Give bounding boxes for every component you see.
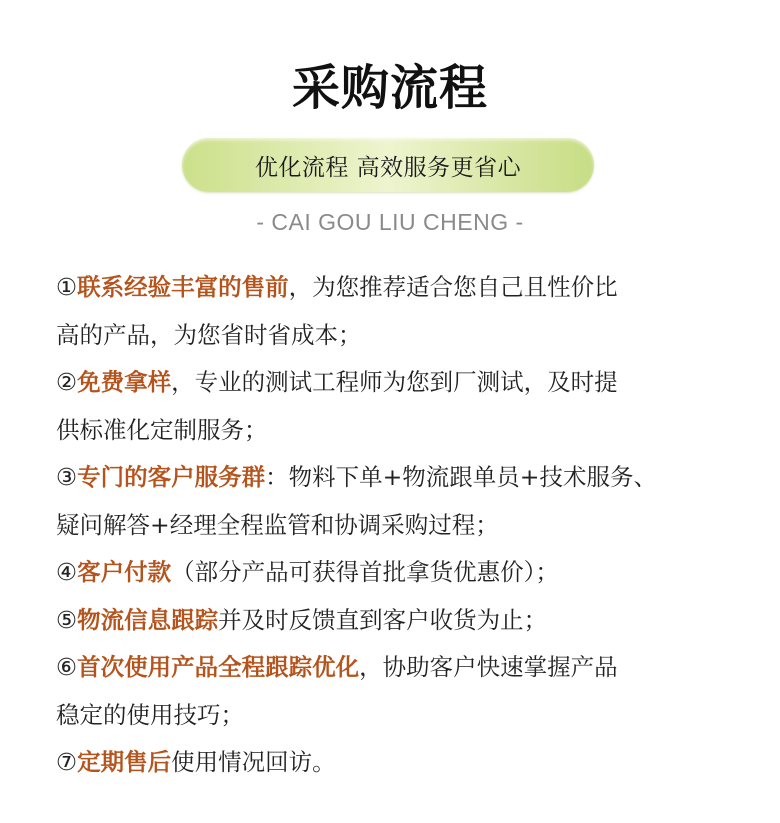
pinyin-subtitle: - CAI GOU LIU CHENG - xyxy=(256,209,524,235)
step-7-text-1: 使用情况回访。 xyxy=(171,748,336,776)
step-2-text-1: ，专业的测试工程师为您到厂测试，及时提 xyxy=(171,368,618,396)
step-7-number: ⑦ xyxy=(56,748,78,776)
step-1-number: ① xyxy=(56,273,78,301)
step-6-line-2 xyxy=(56,692,756,740)
step-3-line-2 xyxy=(56,502,756,550)
step-1-text-1: ，为您推荐适合您自己且性价比 xyxy=(288,273,618,301)
step-6-text-1: ，协助客户快速掌握产品 xyxy=(359,653,618,681)
step-6-number: ⑥ xyxy=(56,653,78,681)
step-2-number: ② xyxy=(56,368,78,396)
step-7-line-1 xyxy=(56,739,756,787)
step-1-line-1 xyxy=(56,264,756,312)
step-4-highlight: 客户付款 xyxy=(77,558,172,586)
step-6-line-1 xyxy=(56,644,756,692)
step-4-text-1: （部分产品可获得首批拿货优惠价）； xyxy=(171,558,559,586)
step-3-line-1 xyxy=(56,454,756,502)
step-6-highlight: 首次使用产品全程跟踪优化 xyxy=(77,653,360,681)
step-3-text-1: ：物料下单+物流跟单员+技术服务、 xyxy=(265,463,657,491)
step-2-line-2 xyxy=(56,407,756,455)
step-2-text-2: 供标准化定制服务； xyxy=(56,415,268,444)
step-6-text-2: 稳定的使用技巧； xyxy=(56,700,244,729)
step-5-line-1 xyxy=(56,597,756,645)
step-5-highlight: 物流信息跟踪 xyxy=(77,605,219,634)
subtitle-pill xyxy=(182,138,594,192)
step-7-highlight: 定期售后 xyxy=(77,748,172,776)
step-3-number: ③ xyxy=(56,463,78,491)
step-1-highlight: 联系经验丰富的售前 xyxy=(77,273,289,301)
step-4-number: ④ xyxy=(56,558,78,586)
step-2-highlight: 免费拿样 xyxy=(77,368,172,396)
step-3-text-2: 疑问解答+经理全程监管和协调采购过程； xyxy=(56,510,499,539)
step-4-line-1 xyxy=(56,549,756,597)
step-5-number: ⑤ xyxy=(56,605,78,634)
step-2-line-1 xyxy=(56,359,756,407)
step-5-text-1: 并及时反馈直到客户收货为止； xyxy=(218,605,548,634)
step-1-line-2 xyxy=(56,312,756,360)
step-3-highlight: 专门的客户服务群 xyxy=(77,463,266,491)
process-steps xyxy=(56,264,756,787)
step-1-text-2: 高的产品，为您省时省成本； xyxy=(56,320,362,349)
subtitle-text: 优化流程 高效服务更省心 xyxy=(254,154,522,181)
page-title: 采购流程 xyxy=(291,60,488,116)
